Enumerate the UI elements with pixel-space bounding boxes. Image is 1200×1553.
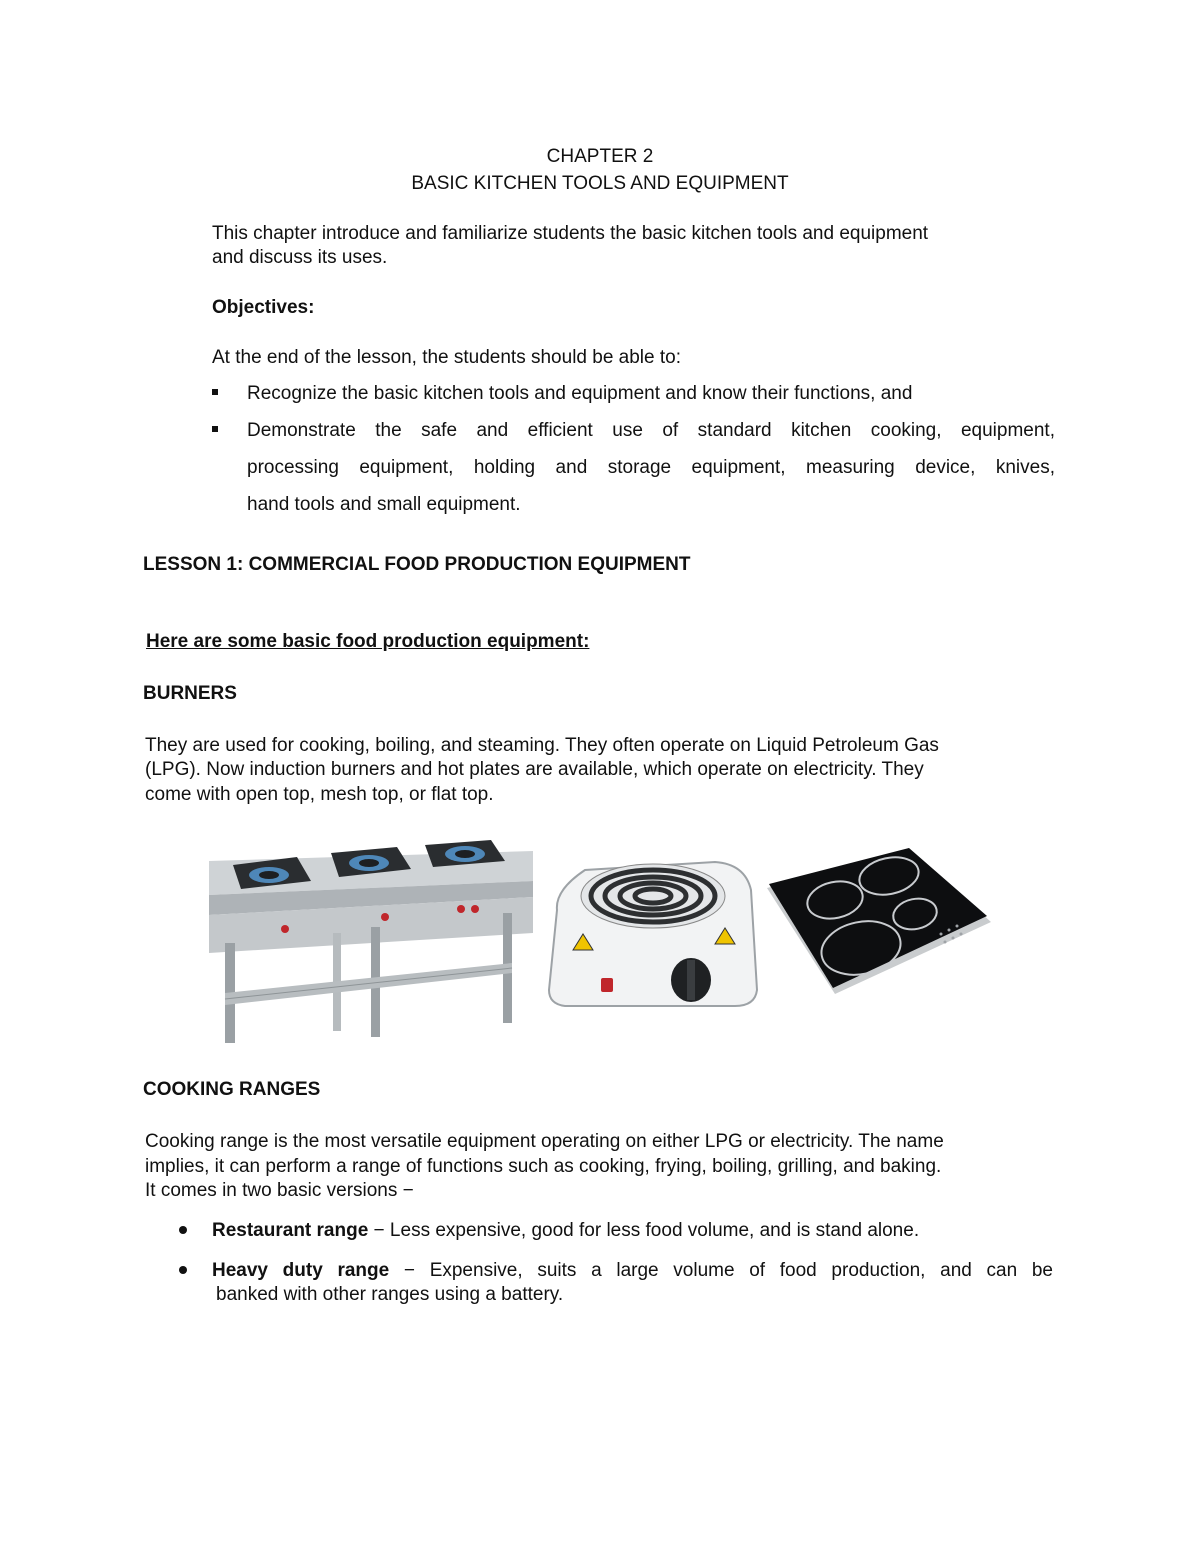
burners-line-3: come with open top, mesh top, or flat top. — [145, 784, 494, 805]
range-item-1 — [212, 1218, 919, 1243]
range-item-1-term: Restaurant range — [212, 1220, 369, 1241]
objectives-heading: Objectives: — [212, 297, 315, 318]
burners-heading: BURNERS — [143, 683, 237, 704]
range-item-2 — [212, 1258, 1053, 1283]
objective-item-2-line-2: processing equipment, holding and storage equipment, measuring device, knives, — [247, 457, 1055, 478]
objective-item-1: Recognize the basic kitchen tools and equipment and know their functions, and — [247, 383, 913, 404]
burners-line-2: (LPG). Now induction burners and hot plates are available, which operate on electricity. They — [145, 759, 924, 780]
intro-line-2: and discuss its uses. — [212, 247, 388, 268]
ranges-line-3: It comes in two basic versions − — [145, 1180, 414, 1201]
objective-item-2-line-1: Demonstrate the safe and efficient use of standard kitchen cooking, equipment, — [247, 420, 1055, 441]
range-item-2-line-2: banked with other ranges using a battery. — [216, 1284, 564, 1305]
electric-hot-plate-image — [545, 850, 760, 1010]
chapter-title: BASIC KITCHEN TOOLS AND EQUIPMENT — [411, 173, 789, 194]
cooking-ranges-heading: COOKING RANGES — [143, 1079, 321, 1100]
range-item-1-text: − Less expensive, good for less food volume, and is stand alone. — [368, 1220, 920, 1241]
objectives-lead: At the end of the lesson, the students should be able to: — [212, 347, 681, 368]
burners-line-1: They are used for cooking, boiling, and steaming. They often operate on Liquid Petroleum Gas — [145, 735, 939, 756]
lesson-subheading: Here are some basic food production equipment: — [146, 631, 590, 652]
round-bullet-icon — [179, 1266, 187, 1274]
induction-cooktop-image — [765, 848, 995, 998]
ranges-line-1: Cooking range is the most versatile equipment operating on either LPG or electricity. The name — [145, 1131, 944, 1152]
round-bullet-icon — [179, 1226, 187, 1234]
range-item-2-term: Heavy duty range — [212, 1260, 390, 1281]
square-bullet-icon — [212, 389, 218, 395]
intro-line-1: This chapter introduce and familiarize students the basic kitchen tools and equipment — [212, 223, 929, 244]
gas-burner-stove-image — [203, 823, 538, 1047]
square-bullet-icon — [212, 426, 218, 432]
chapter-number: CHAPTER 2 — [546, 146, 654, 167]
ranges-line-2: implies, it can perform a range of functions such as cooking, frying, boiling, grilling, and baking. — [145, 1156, 942, 1177]
lesson-title: LESSON 1: COMMERCIAL FOOD PRODUCTION EQUIPMENT — [143, 554, 691, 575]
range-item-2-text-1: − Expensive, suits a large volume of food production, and can be — [389, 1260, 1053, 1281]
objective-item-2-line-3: hand tools and small equipment. — [247, 494, 521, 515]
